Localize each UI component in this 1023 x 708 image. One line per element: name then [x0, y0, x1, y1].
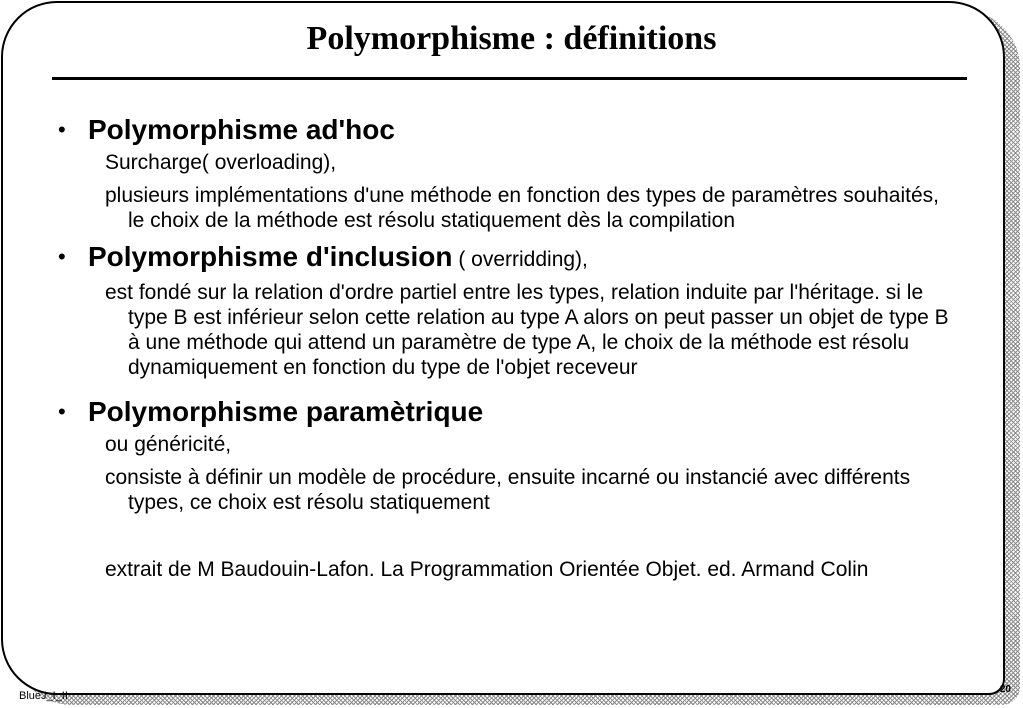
slide-content	[58, 112, 958, 582]
citation: extrait de M Baudouin-Lafon. La Programmation Orientée Objet. ed. Armand Colin	[105, 558, 869, 581]
sub-text: ou généricité,	[105, 433, 232, 456]
bullet-dot-icon: •	[58, 117, 66, 142]
page-number: 20	[999, 684, 1011, 695]
bullet-heading: Polymorphisme d'inclusion	[88, 241, 453, 272]
bullet-dot-icon: •	[58, 244, 66, 269]
slide-title: Polymorphisme : définitions	[306, 20, 717, 57]
bullet-heading: Polymorphisme ad'hoc	[88, 114, 395, 145]
bullet-inclusion	[58, 239, 958, 278]
bullet-note: ( overridding),	[452, 248, 588, 271]
title-divider	[52, 77, 967, 80]
bullet-parametrique	[58, 394, 958, 430]
bullet-adhoc	[58, 112, 958, 148]
sub-text: consiste à définir un modèle de procédure, ensuite incarné ou instancié avec différents types, ce choix est résolu statiquement	[105, 466, 911, 514]
bullet-heading: Polymorphisme paramètrique	[88, 396, 484, 427]
sub-text: plusieurs implémentations d'une méthode en fonction des types de paramètres souhaités, le choix de la méthode est résolu statiquement dès la compilation	[105, 184, 940, 232]
footer-label: BlueJ_I_II	[19, 690, 68, 702]
bullet-dot-icon: •	[58, 399, 66, 424]
sub-text: est fondé sur la relation d'ordre partiel entre les types, relation induite par l'héritage. si le type B est inférieur selon cette relation au type A alors on peut passer un objet de type B à une méthode qui attend un paramètre de type A, le choix de la méthode est résolu dynamiquement en fonction du type de l'objet receveur	[105, 281, 949, 379]
sub-text: Surcharge( overloading),	[105, 151, 337, 174]
